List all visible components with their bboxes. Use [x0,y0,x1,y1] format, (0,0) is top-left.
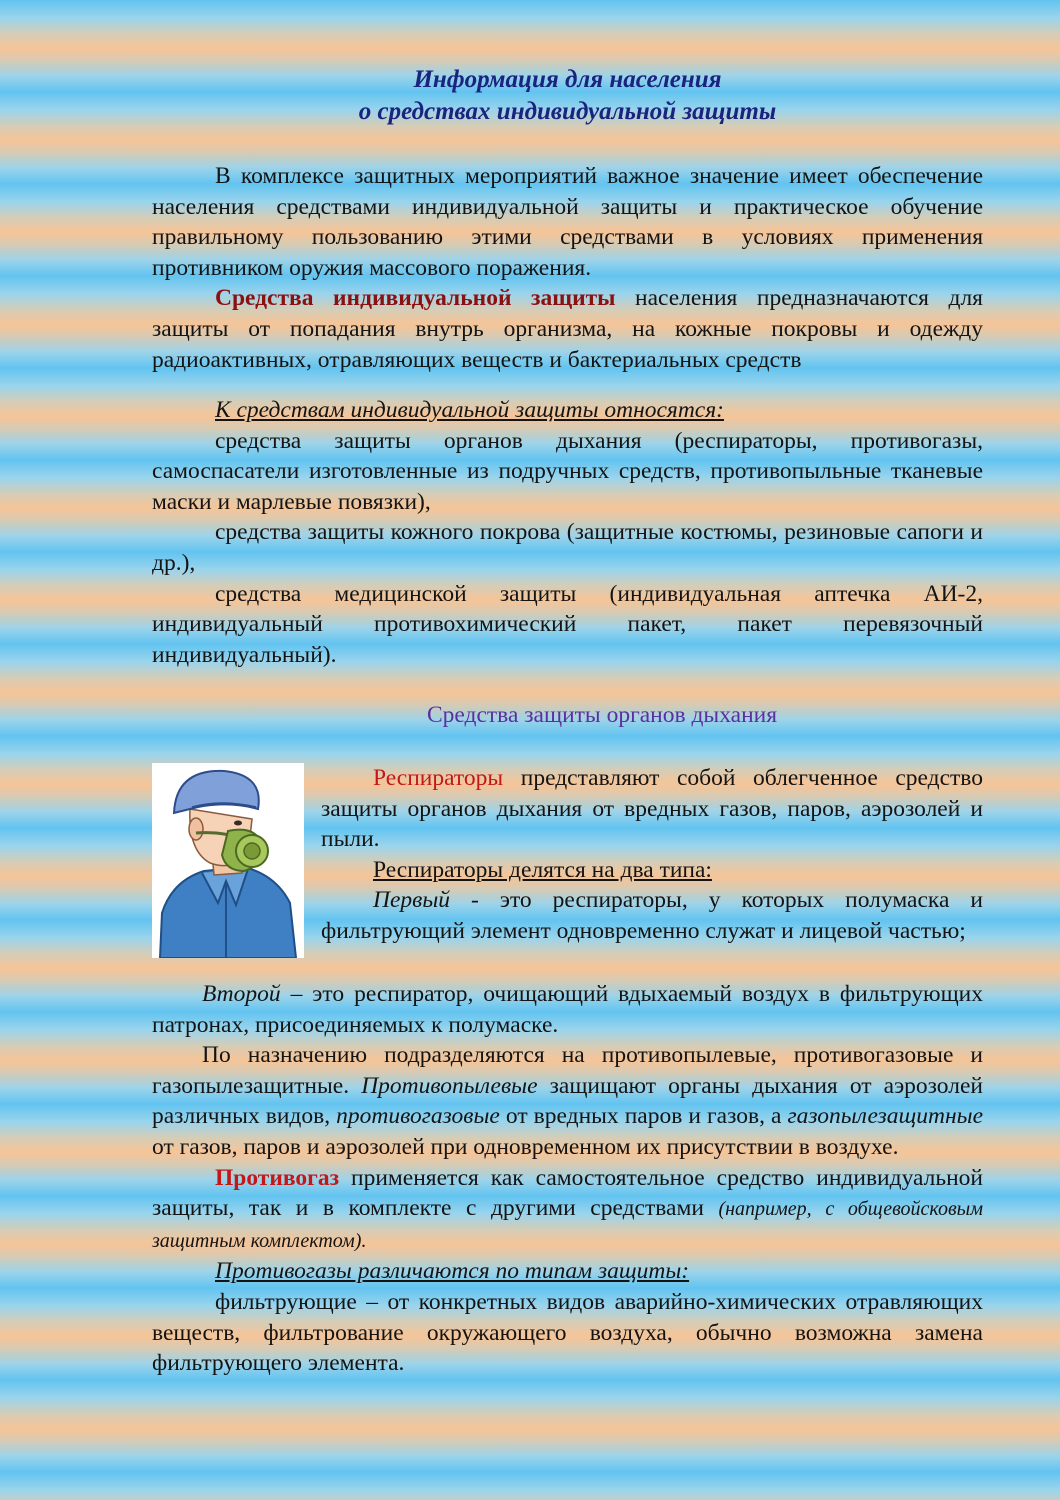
list-heading-text: К средствам индивидуальной защиты относятся: [215,397,724,423]
term-gasmask: Противогаз [215,1164,340,1191]
intro-paragraph-1: В комплексе защитных мероприятий важное значение имеет обеспечение населения средствами индивидуальной защиты и практическое обучение правильному пользованию этими средствами в условиях применения противником оружия массового поражения. [152,163,983,281]
purpose-text-b: защищают органы дыхания от аэрозолей различных видов, [152,1072,983,1130]
purpose-text-c: от вредных паров и газов, а [499,1103,788,1130]
respirator-types-heading [321,855,983,886]
gasmask-paragraph [152,1163,983,1257]
title-line-2: о средствах индивидуальной защиты [358,98,777,125]
term-ppe: Средства индивидуальной защиты [215,285,616,312]
intro-block [152,161,983,375]
term-first: Первый [373,887,451,914]
respirator-purpose [152,1040,983,1162]
list-item: средства защиты кожного покрова (защитные костюмы, резиновые сапоги и др.), [152,519,983,576]
gasmask-note: (например, с общевойсковым защитным комплектом). [152,1198,983,1252]
list-item: средства медицинской защиты (индивидуальная аптечка АИ-2, индивидуальный противохимический пакет, пакет перевязочный индивидуальный). [152,580,983,668]
ppe-list [152,395,983,670]
respirators-details [152,979,983,1379]
purpose-text-a: По назначению подразделяются на противопылевые, противогазовые и газопылезащитные. [152,1042,983,1099]
gasmask-filtering: фильтрующие – от конкретных видов аварийно-химических отравляющих веществ, фильтрование окружающего воздуха, обычно возможна замена фильтрующего элемента. [152,1288,983,1377]
person-in-respirator-icon [152,763,304,958]
list-item: средства защиты органов дыхания (респираторы, противогазы, самоспасатели изготовленные из подручных средств, противопыльные тканевые маски и марлевые повязки), [152,427,983,515]
respirators-paragraph [321,763,983,855]
intro-paragraph-2 [152,283,983,375]
respirator-type-second-text: – это респиратор, очищающий вдыхаемый воздух в фильтрующих патронах, присоединяемых к полумаске. [152,981,983,1038]
gasmask-types-heading [152,1256,983,1287]
intro-paragraph-2-text: населения предназначаются для защиты от попадания внутрь организма, на кожные покровы и одежду радиоактивных, отравляющих веществ и бактериальных средств [152,285,983,373]
gasmask-paragraph-text: применяется как самостоятельное средство индивидуальной защиты, так и в комплекте с другими средствами [152,1164,983,1222]
title-line-1: Информация для населения [413,66,722,93]
term-second: Второй [202,981,281,1007]
purpose-text-d: от газов, паров и аэрозолей при одновременном их присутствии в воздухе. [152,1133,899,1160]
respirator-type-first-text: - это респираторы, у которых полумаска и фильтрующий элемент одновременно служат и лицевой частью; [321,887,983,944]
gasmask-types-heading-text: Противогазы различаются по типам защиты: [215,1258,690,1285]
respirators-paragraph-text: представляют собой облегченное средство защиты органов дыхания от вредных газов, паров, аэрозолей и пыли. [321,765,983,853]
respirator-type-first [321,885,983,946]
respirator-type-second [152,979,983,1040]
respirator-types-heading-text: Респираторы делятся на два типа: [373,856,712,883]
term-gas: противогазовые [336,1103,500,1130]
term-gas-dust: газопылезащитные [787,1103,983,1130]
respirator-illustration [152,763,304,958]
section-title: Средства защиты органов дыхания [426,702,778,728]
respirators-intro [321,763,983,947]
term-dust: Противопылевые [361,1072,538,1099]
list-heading [152,395,983,426]
page-title [152,64,983,128]
term-respirators: Респираторы [373,765,504,791]
